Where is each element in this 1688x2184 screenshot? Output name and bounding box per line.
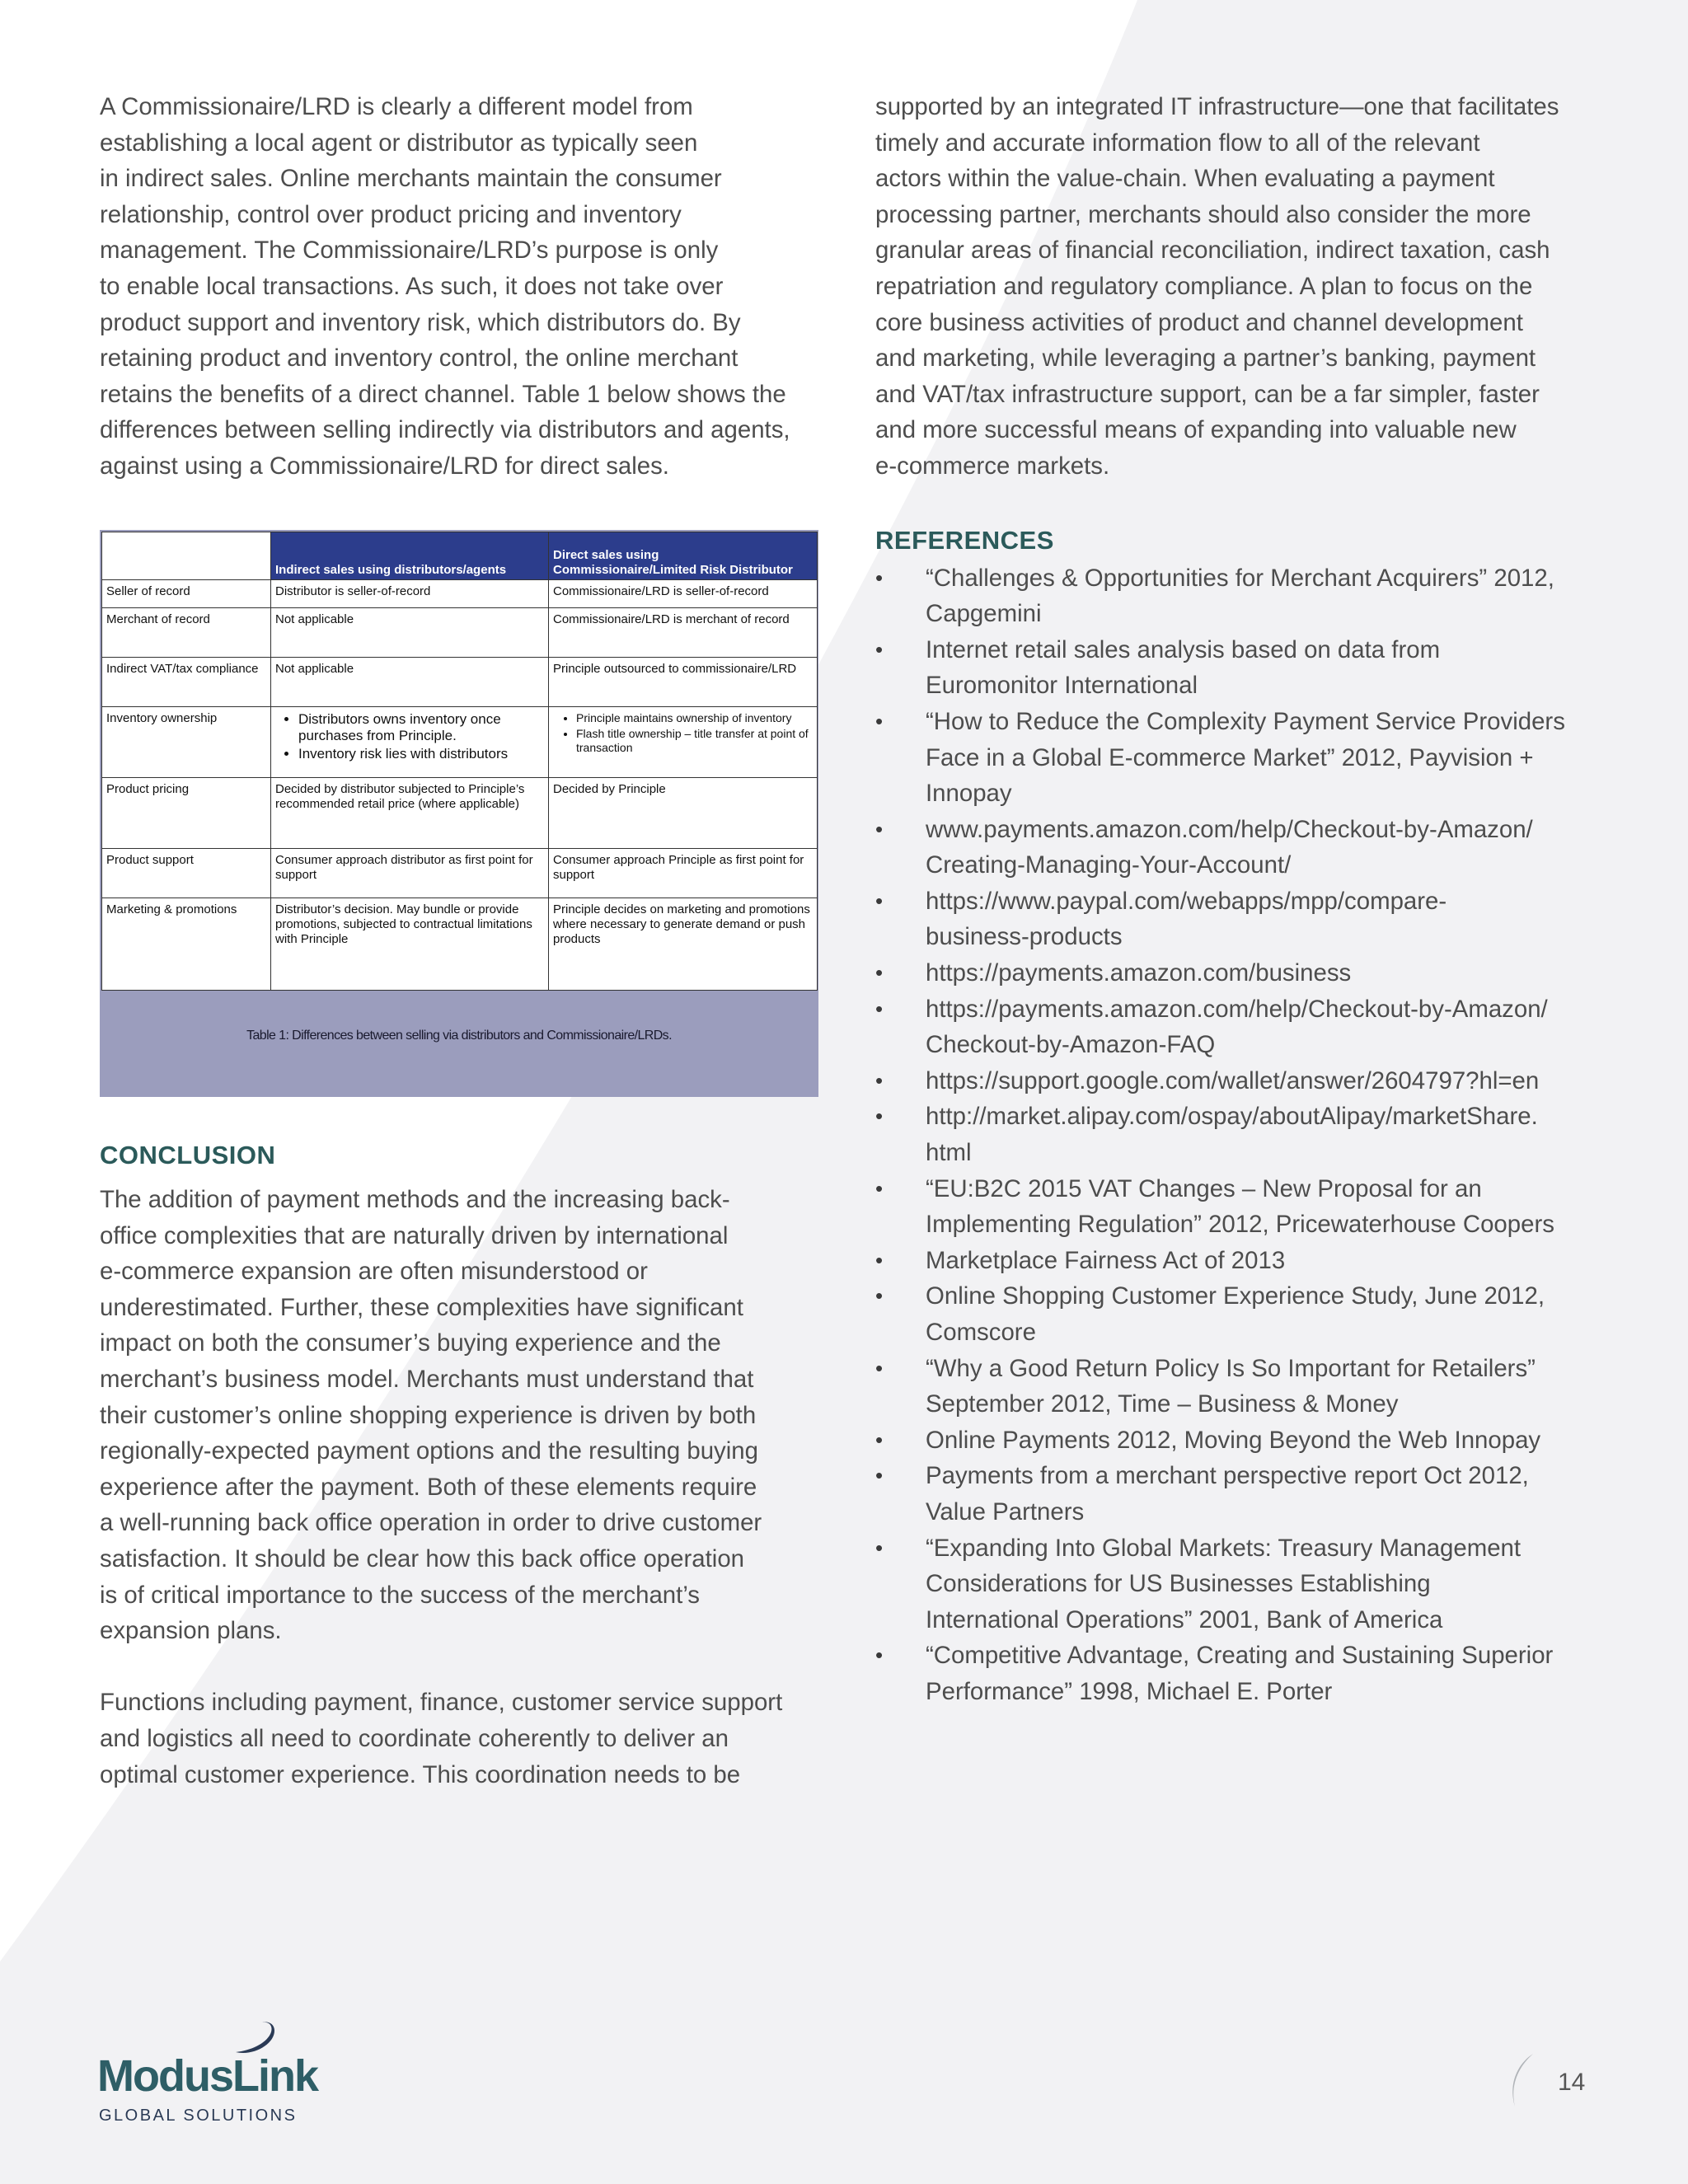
reference-item [875, 560, 1609, 632]
row-label: Inventory ownership [102, 707, 271, 778]
cell-indirect [271, 707, 549, 778]
reference-item [875, 1099, 1609, 1170]
reference-text: https://www.paypal.com/webapps/mpp/compare- business-products [926, 887, 1447, 951]
cell-direct: Decided by Principle [549, 778, 818, 849]
cell-direct: Consumer approach Principle as first point for support [549, 849, 818, 898]
reference-item [875, 991, 1609, 1063]
reference-item [875, 883, 1609, 955]
reference-text: https://payments.amazon.com/business [926, 959, 1352, 987]
direct-bullets [553, 711, 813, 755]
table-row [102, 608, 818, 658]
cell-indirect: Distributor is seller-of-record [271, 580, 549, 608]
cell-direct: Principle outsourced to commissionaire/LRD [549, 658, 818, 707]
reference-item [875, 632, 1609, 704]
table-row [102, 707, 818, 778]
table-header-indirect: Indirect sales using distributors/agents [271, 532, 549, 580]
intro-paragraph: A Commissionaire/LRD is clearly a different model from establishing a local agent or distributor as typically seen in indirect sales. Online merchants maintain the consumer relationship, control over product pricing and inventory management. The Commissionaire/LRD’s purpose is only to enable local transactions. As such, it does not take over product support and inventory risk, which distributors do. By retaining product and inventory control, the online merchant retains the benefits of a direct channel. Table 1 below shows the differences between selling indirectly via distributors and agents, against using a Commissionaire/LRD for direct sales. [100, 93, 790, 480]
reference-item [875, 1530, 1609, 1638]
reference-item [875, 1422, 1609, 1459]
row-label: Seller of record [102, 580, 271, 608]
bullet-icon: • [875, 816, 884, 841]
reference-item [875, 812, 1609, 883]
table-row [102, 580, 818, 608]
reference-item [875, 1351, 1609, 1422]
logo-tagline: GLOBAL SOLUTIONS [99, 2107, 298, 2125]
table-row [102, 778, 818, 849]
cell-indirect: Distributor’s decision. May bundle or provide promotions, subjected to contractual limitations with Principle [271, 898, 549, 991]
row-label: Merchant of record [102, 608, 271, 658]
list-item: • Distributors owns inventory once purchases from Principle. [298, 711, 544, 744]
bullet-icon: • [875, 996, 884, 1021]
reference-item [875, 955, 1609, 991]
bullet-icon: • [875, 636, 884, 662]
comparison-table-figure [100, 530, 818, 1097]
list-item: • Inventory risk lies with distributors [298, 746, 544, 762]
reference-text: “How to Reduce the Complexity Payment Service Providers Face in a Global E-commerce Market” 2012, Payvision + Innopay [926, 707, 1565, 808]
table-row [102, 658, 818, 707]
row-label: Indirect VAT/tax compliance [102, 658, 271, 707]
continuation-paragraph: supported by an integrated IT infrastructure—one that facilitates timely and accurate information flow to all of the relevant actors within the value-chain. When evaluating a payment processing partner, merchants should also consider the more granular areas of financial reconciliation, indirect taxation, cash repatriation and regulatory compliance. A plan to focus on the core business activities of product and channel development and marketing, while leveraging a partner’s banking, payment and VAT/tax infrastructure support, can be a far simpler, faster and more successful means of expanding into valuable new e-commerce markets. [875, 93, 1559, 480]
reference-text: Online Shopping Customer Experience Study, June 2012, Comscore [926, 1282, 1545, 1346]
cell-indirect: Not applicable [271, 608, 549, 658]
reference-text: “Why a Good Return Policy Is So Important for Retailers” September 2012, Time – Business & Money [926, 1354, 1536, 1418]
row-label: Marketing & promotions [102, 898, 271, 991]
cell-direct: Commissionaire/LRD is seller-of-record [549, 580, 818, 608]
bullet-icon: • [875, 1643, 884, 1668]
reference-text: “Competitive Advantage, Creating and Sustaining Superior Performance” 1998, Michael E. Porter [926, 1642, 1554, 1705]
reference-text: Payments from a merchant perspective report Oct 2012, Value Partners [926, 1462, 1529, 1526]
reference-text: “Challenges & Opportunities for Merchant Acquirers” 2012, Capgemini [926, 564, 1554, 628]
right-column [875, 89, 1609, 1710]
table-row [102, 898, 818, 991]
reference-item [875, 1243, 1609, 1279]
table-header-row [102, 532, 818, 580]
moduslink-logo [97, 2019, 345, 2126]
bullet-icon: • [875, 1427, 884, 1452]
reference-item [875, 704, 1609, 812]
bullet-icon: • [875, 1247, 884, 1272]
table-header-direct: Direct sales using Commissionaire/Limited Risk Distributor [549, 532, 818, 580]
bullet-icon: • [875, 1104, 884, 1129]
reference-item [875, 1638, 1609, 1709]
bullet-icon: • [875, 888, 884, 913]
list-item: • Flash title ownership – title transfer at point of transaction [576, 727, 813, 755]
reference-text: www.payments.amazon.com/help/Checkout-by-Amazon/ Creating-Managing-Your-Account/ [926, 815, 1533, 879]
bullet-icon: • [875, 960, 884, 986]
reference-text: “Expanding Into Global Markets: Treasury Management Considerations for US Businesses Establishing International Operations” 2001, Bank of America [926, 1534, 1522, 1633]
references-list [875, 560, 1609, 1710]
left-column [100, 89, 825, 485]
conclusion-paragraph-2: Functions including payment, finance, customer service support and logistics all need to coordinate coherently to deliver an optimal customer experience. This coordination needs to be [100, 1689, 783, 1788]
reference-item [875, 1458, 1609, 1530]
cell-direct: Principle decides on marketing and promotions where necessary to generate demand or push products [549, 898, 818, 991]
bullet-icon: • [875, 1535, 884, 1560]
page-number: 14 [1558, 2069, 1586, 2096]
page-number-swoosh-icon [1500, 2052, 1541, 2110]
row-label: Product support [102, 849, 271, 898]
cell-indirect: Decided by distributor subjected to Principle’s recommended retail price (where applicable) [271, 778, 549, 849]
reference-item [875, 1278, 1609, 1350]
reference-text: Marketplace Fairness Act of 2013 [926, 1246, 1286, 1274]
references-heading: REFERENCES [875, 525, 1054, 555]
reference-text: “EU:B2C 2015 VAT Changes – New Proposal for an Implementing Regulation” 2012, Pricewaterhouse Coopers [926, 1174, 1554, 1239]
cell-indirect: Not applicable [271, 658, 549, 707]
row-label: Product pricing [102, 778, 271, 849]
bullet-icon: • [875, 565, 884, 590]
conclusion-paragraph-1: The addition of payment methods and the increasing back- office complexities that are naturally driven by international e-commerce expansion are often misunderstood or underestimated. Further, these complexities have significant impact on both the consumer’s buying experience and the merchant’s business model. Merchants must understand that their customer’s online shopping experience is driven by both regionally-expected payment options and the resulting buying experience after the payment. Both of these elements require a well-running back office operation in order to drive customer satisfaction. It should be clear how this back office operation is of critical importance to the success of the merchant’s expansion plans. [100, 1186, 762, 1645]
reference-item [875, 1063, 1609, 1099]
bullet-icon: • [875, 1067, 884, 1093]
reference-item [875, 1171, 1609, 1243]
bullet-icon: • [875, 708, 884, 733]
reference-text: http://market.alipay.com/ospay/aboutAlipay/marketShare. html [926, 1103, 1538, 1167]
conclusion-heading: CONCLUSION [100, 1141, 276, 1169]
conclusion-section [100, 1141, 825, 1793]
reference-text: https://support.google.com/wallet/answer/2604797?hl=en [926, 1066, 1540, 1094]
comparison-table [101, 532, 818, 991]
logo-name: ModusLink [97, 2051, 317, 2101]
cell-direct [549, 707, 818, 778]
reference-text: https://payments.amazon.com/help/Checkout-by-Amazon/ Checkout-by-Amazon-FAQ [926, 995, 1548, 1059]
bullet-icon: • [875, 1463, 884, 1488]
table-caption: Table 1: Differences between selling via distributors and Commissionaire/LRDs. [246, 1029, 672, 1043]
bullet-icon: • [875, 1355, 884, 1380]
cell-direct: Commissionaire/LRD is merchant of record [549, 608, 818, 658]
bullet-icon: • [875, 1175, 884, 1201]
reference-text: Internet retail sales analysis based on data from Euromonitor International [926, 635, 1441, 700]
cell-indirect: Consumer approach distributor as first point for support [271, 849, 549, 898]
reference-text: Online Payments 2012, Moving Beyond the Web Innopay [926, 1426, 1541, 1454]
table-row [102, 849, 818, 898]
list-item: • Principle maintains ownership of inventory [576, 711, 813, 725]
bullet-icon: • [875, 1283, 884, 1309]
indirect-bullets [275, 711, 544, 762]
table-header-blank [102, 532, 271, 580]
